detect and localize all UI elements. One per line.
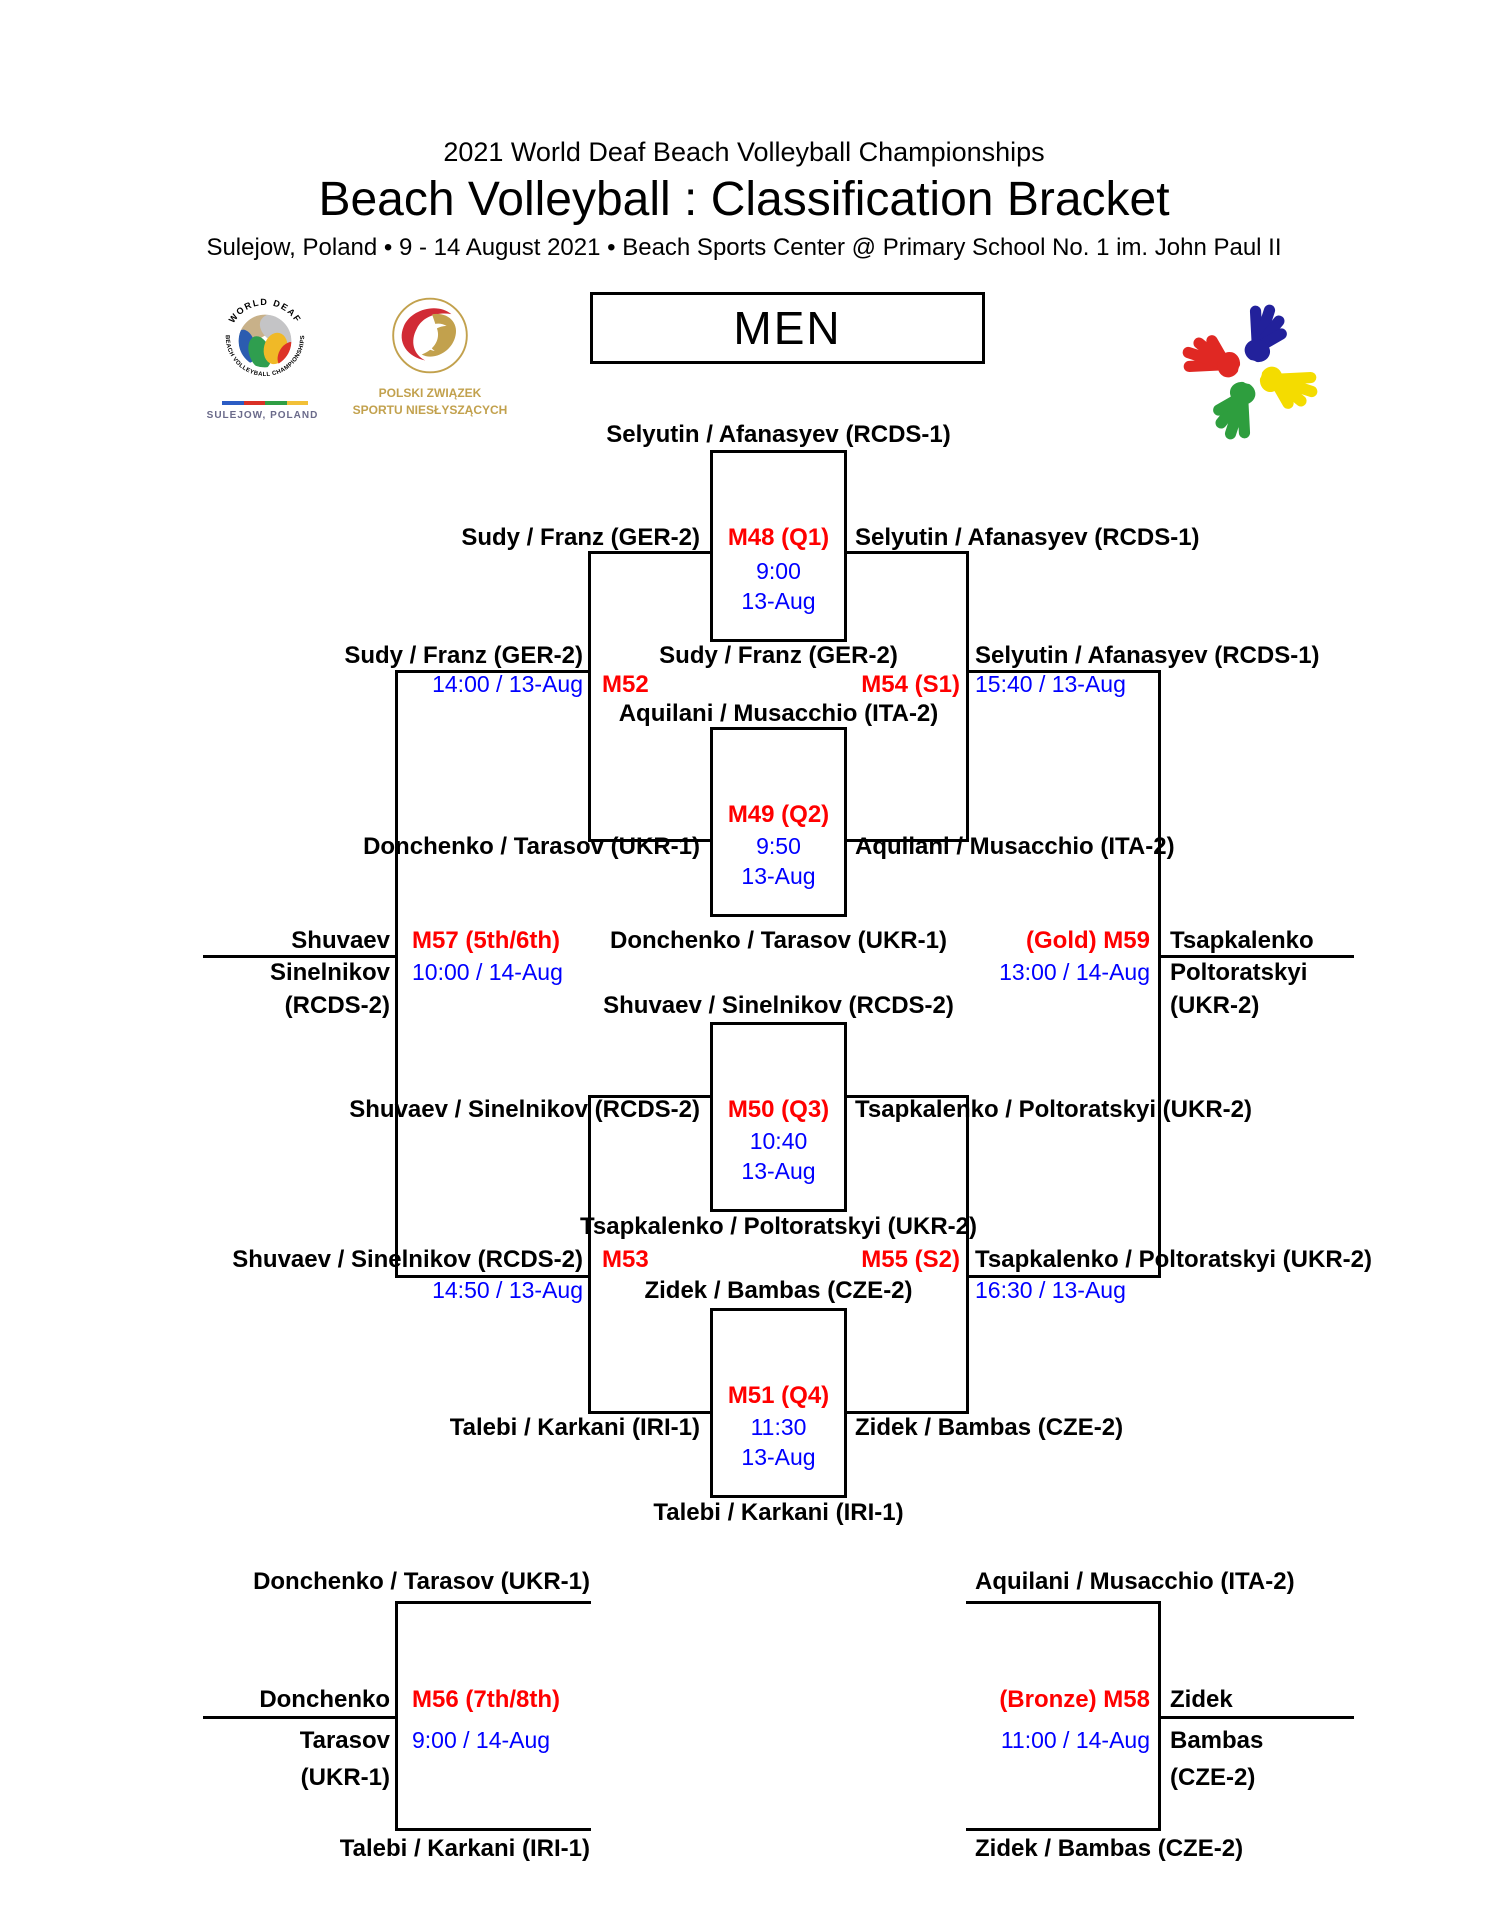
pzsn-logo-icon: [370, 288, 490, 383]
wdbvc-logo-icon: [212, 288, 318, 394]
match-code-m59: (Gold) M59: [1026, 927, 1150, 954]
team-label: Talebi / Karkani (IRI-1): [653, 1499, 904, 1526]
winner-name-part: (RCDS-2): [284, 992, 390, 1019]
pzsn-caption-line2: SPORTU NIESŁYSZĄCYCH: [352, 403, 508, 417]
wdbvc-caption: SULEJOW, POLAND: [206, 410, 319, 421]
team-label: Sudy / Franz (GER-2): [659, 642, 898, 669]
division-label: MEN: [733, 302, 842, 354]
page-title: Beach Volleyball : Classification Bracket: [318, 173, 1170, 226]
match-code-m57: M57 (5th/6th): [412, 927, 561, 954]
match-code-m49: M49 (Q2): [727, 801, 830, 828]
hand-blue: [1236, 299, 1296, 368]
match-code-m54: M54 (S1): [861, 671, 960, 698]
bar-yellow: [287, 401, 309, 405]
match-code-m51: M51 (Q4): [727, 1382, 830, 1409]
winner-name-part: Zidek: [1170, 1686, 1233, 1713]
team-label: Sudy / Franz (GER-2): [461, 524, 700, 551]
match-schedule-m56: 9:00 / 14-Aug: [412, 1727, 551, 1753]
match-code-m56: M56 (7th/8th): [412, 1686, 561, 1713]
page-subtitle: Sulejow, Poland • 9 - 14 August 2021 • Beach Sports Center @ Primary School No. 1 im. John Paul II: [206, 234, 1282, 261]
match-date-m48: 13-Aug: [741, 588, 816, 614]
team-label: Aquilani / Musacchio (ITA-2): [855, 833, 1175, 860]
team-label: Aquilani / Musacchio (ITA-2): [618, 700, 939, 727]
match-schedule-m58: 11:00 / 14-Aug: [1000, 1727, 1150, 1753]
team-label: Zidek / Bambas (CZE-2): [855, 1414, 1124, 1441]
team-label: Tsapkalenko / Poltoratskyi (UKR-2): [855, 1096, 1252, 1123]
match-code-m52: M52: [602, 671, 649, 698]
winner-name-part: (UKR-1): [300, 1764, 390, 1791]
division-box: [590, 292, 985, 364]
wdbvc-arc-bottom-text: BEACH VOLLEYBALL CHAMPIONSHIPS: [223, 334, 307, 378]
match-time-m49: 9:50: [756, 833, 801, 859]
wdbvc-color-bar: [222, 401, 308, 405]
winner-name-part: (UKR-2): [1170, 992, 1260, 1019]
winner-name-part: Sinelnikov: [269, 959, 390, 986]
match-schedule-m55: 16:30 / 13-Aug: [975, 1277, 1126, 1303]
team-label: Talebi / Karkani (IRI-1): [339, 1835, 590, 1862]
team-label: Talebi / Karkani (IRI-1): [449, 1414, 700, 1441]
match-code-m55: M55 (S2): [861, 1246, 960, 1273]
team-label: Donchenko / Tarasov (UKR-1): [610, 927, 947, 954]
team-label: Zidek / Bambas (CZE-2): [975, 1835, 1244, 1862]
team-label: Tsapkalenko / Poltoratskyi (UKR-2): [580, 1213, 977, 1240]
team-label: Zidek / Bambas (CZE-2): [644, 1277, 913, 1304]
bar-green: [265, 401, 287, 405]
team-label: Shuvaev / Sinelnikov (RCDS-2): [603, 992, 954, 1019]
match-schedule-m52: 14:00 / 13-Aug: [432, 671, 583, 697]
match-time-m50: 10:40: [749, 1128, 808, 1154]
team-label: Selyutin / Afanasyev (RCDS-1): [975, 642, 1320, 669]
match-date-m51: 13-Aug: [741, 1444, 816, 1470]
team-label: Shuvaev / Sinelnikov (RCDS-2): [232, 1246, 583, 1273]
bar-red: [244, 401, 266, 405]
pzsn-caption-line1: POLSKI ZWIĄZEK: [378, 386, 482, 400]
match-time-m48: 9:00: [756, 558, 801, 584]
match-schedule-m54: 15:40 / 13-Aug: [975, 671, 1126, 697]
winner-name-part: Tsapkalenko: [1170, 927, 1314, 954]
winner-name-part: (CZE-2): [1170, 1764, 1256, 1791]
match-schedule-m57: 10:00 / 14-Aug: [412, 959, 563, 985]
team-label: Selyutin / Afanasyev (RCDS-1): [855, 524, 1200, 551]
match-code-m53: M53: [602, 1246, 649, 1273]
line-m56-bottom: [395, 1828, 591, 1831]
event-line: 2021 World Deaf Beach Volleyball Championships: [443, 137, 1045, 167]
winner-name-part: Shuvaev: [291, 927, 390, 954]
line-right-wall: [1158, 672, 1161, 1277]
match-time-m51: 11:30: [750, 1414, 807, 1440]
match-date-m49: 13-Aug: [741, 863, 816, 889]
line-m58-bottom: [966, 1828, 1161, 1831]
wdbvc-arc-top-text: WORLD DEAF: [226, 296, 304, 325]
winner-name-part: Donchenko: [259, 1686, 390, 1713]
team-label: Donchenko / Tarasov (UKR-1): [253, 1568, 590, 1595]
team-label: Selyutin / Afanasyev (RCDS-1): [606, 421, 951, 448]
team-label: Aquilani / Musacchio (ITA-2): [975, 1568, 1295, 1595]
hand-green: [1204, 375, 1264, 444]
team-label: Donchenko / Tarasov (UKR-1): [363, 833, 700, 860]
bar-blue: [222, 401, 244, 405]
team-label: Tsapkalenko / Poltoratskyi (UKR-2): [975, 1246, 1372, 1273]
line-m56-top: [395, 1601, 591, 1604]
match-schedule-m53: 14:50 / 13-Aug: [432, 1277, 583, 1303]
deaflympics-logo-icon: [1170, 288, 1330, 456]
line-left-wall: [395, 672, 398, 1277]
match-code-m58: (Bronze) M58: [999, 1686, 1150, 1713]
winner-name-part: Tarasov: [299, 1727, 390, 1754]
hand-yellow: [1253, 358, 1322, 418]
winner-name-part: Poltoratskyi: [1170, 959, 1308, 986]
team-label: Sudy / Franz (GER-2): [344, 642, 583, 669]
match-date-m50: 13-Aug: [741, 1158, 816, 1184]
winner-name-part: Bambas: [1170, 1727, 1264, 1754]
match-schedule-m59: 13:00 / 14-Aug: [999, 959, 1150, 985]
team-label: Shuvaev / Sinelnikov (RCDS-2): [349, 1096, 700, 1123]
line-m58-top: [966, 1601, 1161, 1604]
hand-red: [1177, 326, 1246, 386]
match-code-m50: M50 (Q3): [727, 1096, 830, 1123]
match-code-m48: M48 (Q1): [727, 524, 830, 551]
